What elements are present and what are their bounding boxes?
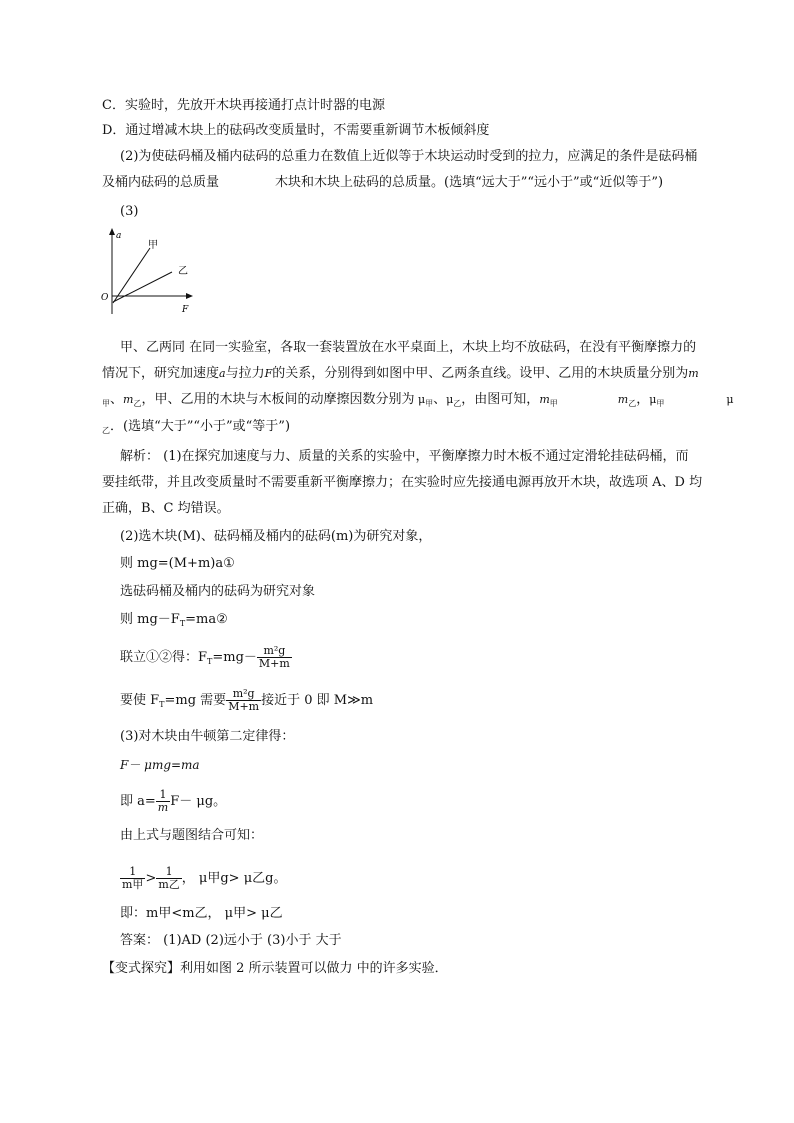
equation-2: 则 $mg-F_T=ma②$	[120, 612, 228, 628]
para-line4: $_乙$．(选填“大于”“小于”或“等于”)	[102, 419, 291, 435]
question-2-line2: 及桶内砝码的总质量 木块和木块上砝码的总质量。(选填“远大于”“远小于”或“近似等于”)	[102, 175, 664, 190]
solution-line13: 由上式与题图结合可知：	[120, 828, 264, 843]
line-yi	[113, 272, 172, 302]
option-d: D．通过增减木块上的砝码改变质量时，不需要重新调节木板倾斜度	[102, 123, 490, 138]
variant-exploration: 【变式探究】利用如图 2 所示装置可以做力 中的许多实验．	[102, 961, 448, 976]
conclusion-line: 即：m甲<m乙， μ甲> μ乙	[120, 906, 283, 921]
a-f-graph	[100, 226, 196, 322]
para-line3: $_甲$、$m_乙$，甲、乙用的木块与木板间的动摩擦因数分别为 $\mu_甲$、$\mu_乙$，由图可知，$m_甲$ $m_乙$，$\mu_甲$ μ	[102, 392, 734, 408]
yi-label: 乙	[178, 266, 188, 277]
condition-line: 要使 $F_T=mg$ 需要 $\frac{\text{m²g}}{M+m}$ 接近于 0 即 M≫m	[120, 687, 374, 713]
solution-line3: 正确，B、C 均错误。	[102, 501, 230, 516]
para-line1: 甲、乙两同 在同一实验室，各取一套装置放在水平桌面上，木块上均不放砝码，在没有平衡摩擦力的	[120, 340, 697, 355]
equation-1: 则 mg=(M+m)a①	[120, 556, 235, 571]
equation-newton: F－ μmg=ma	[120, 758, 200, 772]
solution-line6: 选砝码桶及桶内的砝码为研究对象	[120, 584, 316, 599]
solution-line2: 要挂纸带，并且改变质量时不需要重新平衡摩擦力；在实验时应先接通电源再放开木块，故选项 A、D 均	[102, 475, 703, 490]
solution-line1: 解析： (1)在探究加速度与力、质量的关系的实验中，平衡摩擦力时木板不通过定滑轮挂砝码桶，而	[120, 449, 689, 464]
equation-combined: 联立①②得：$F_T=mg-$ $\frac{\text{m²g}}{M+m}$	[120, 644, 290, 670]
question-3-label: (3)	[120, 204, 139, 219]
jia-label: 甲	[148, 240, 158, 251]
axis-f-label: F	[182, 305, 189, 315]
equation-a: 即 a= $\frac{1}{m}$ F－ μg。	[120, 788, 227, 814]
question-2-line1: (2)为使砝码桶及桶内砝码的总重力在数值上近似等于木块运动时受到的拉力，应满足的条件是砝码桶	[120, 149, 698, 164]
answer-line: 答案： (1)AD (2)远小于 (3)小于 大于	[120, 933, 342, 948]
inequality-line: $\frac{1}{\text{m甲}}$ > $\frac{1}{\text{m乙}}$ ， μ甲g> μ乙g。	[122, 865, 287, 891]
solution-line4: (2)选木块(M)、砝码桶及桶内的砝码(m)为研究对象，	[120, 529, 432, 544]
origin-label: O	[101, 293, 109, 303]
axis-a-label: a	[116, 231, 122, 241]
line-jia	[113, 248, 150, 303]
para-line2: 情况下，研究加速度a与拉力F的关系，分别得到如图中甲、乙两条直线。设甲、乙用的木块质量分别为m	[102, 366, 699, 381]
solution-part3: (3)对木块由牛顿第二定律得：	[120, 729, 295, 744]
option-c: C．实验时，先放开木块再接通打点计时器的电源	[102, 98, 385, 113]
